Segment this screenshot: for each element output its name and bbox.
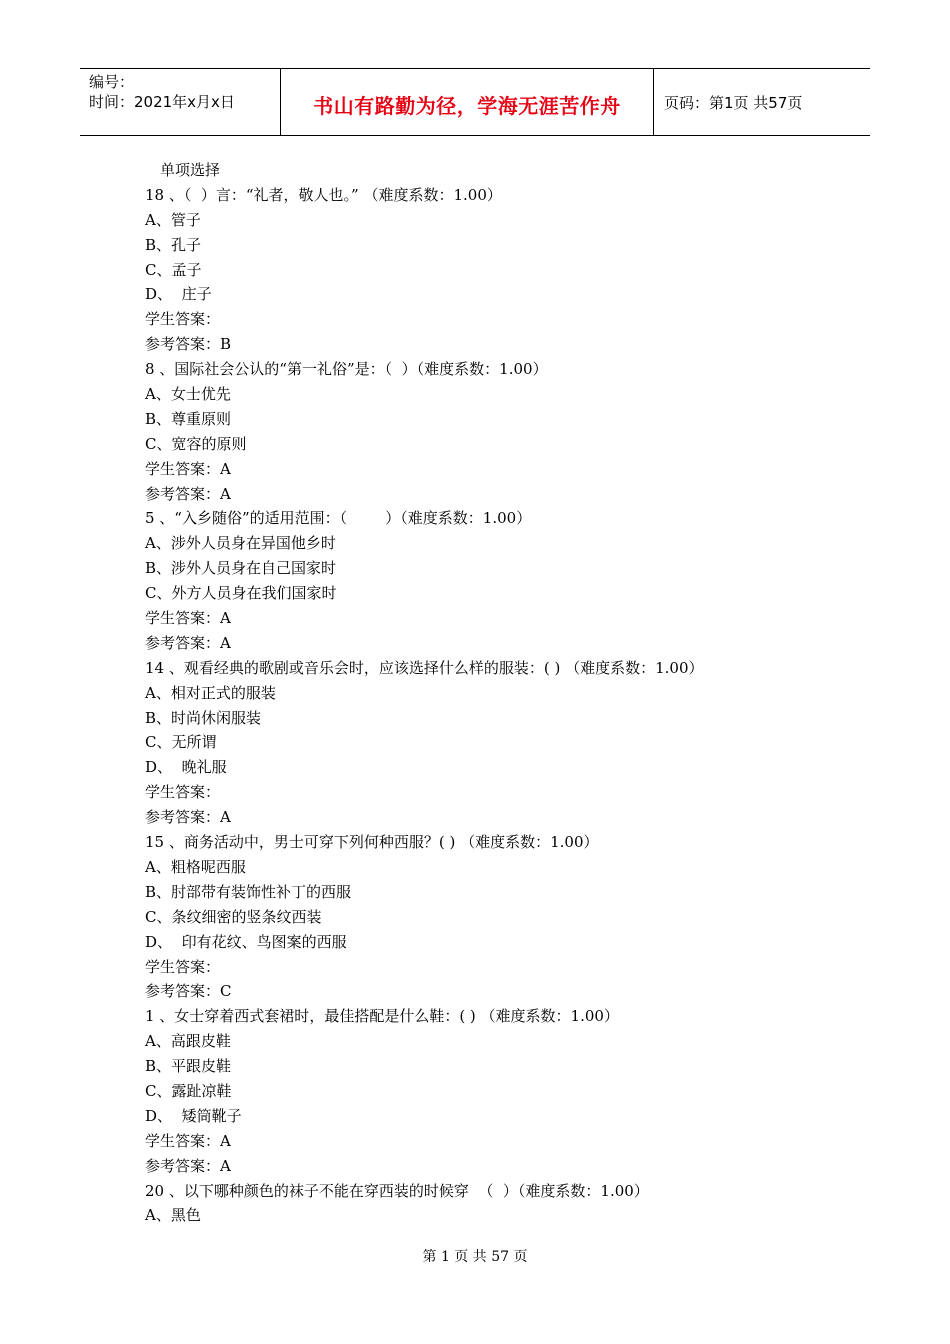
question-list xyxy=(145,183,845,1228)
text-line: 学生答案： xyxy=(145,310,221,329)
text-line: B、时尚休闲服装 xyxy=(145,708,262,727)
text-line: D、 庄子 xyxy=(145,285,212,304)
text-line: B、平跟皮鞋 xyxy=(145,1057,232,1076)
text-line: C、孟子 xyxy=(145,260,202,279)
text-line: 5 、“入乡随俗”的适用范围：（ ）（难度系数：1.00） xyxy=(145,509,532,528)
text-line: A、高跟皮鞋 xyxy=(145,1032,231,1051)
text-line: A、黑色 xyxy=(145,1206,201,1225)
text-line: A、粗格呢西服 xyxy=(145,857,246,876)
text-line: C、外方人员身在我们国家时 xyxy=(145,584,337,603)
text-line: A、相对正式的服装 xyxy=(145,683,276,702)
text-line: B、尊重原则 xyxy=(145,409,232,428)
text-line: 学生答案：A xyxy=(145,1131,231,1150)
text-line: 学生答案： xyxy=(145,957,221,976)
page-footer: 第 1 页 共 57 页 xyxy=(422,1249,528,1265)
text-line: 学生答案：A xyxy=(145,459,231,478)
text-line: 1 、女士穿着西式套裙时，最佳搭配是什么鞋：( ) （难度系数：1.00） xyxy=(145,1007,619,1026)
text-line: D、 矮筒靴子 xyxy=(145,1106,242,1125)
text-line: 20 、以下哪种颜色的袜子不能在穿西装的时候穿 （ ）（难度系数：1.00） xyxy=(145,1181,649,1200)
text-line: 参考答案：A xyxy=(145,808,231,827)
text-line: B、肘部带有装饰性补丁的西服 xyxy=(145,882,352,901)
text-line: 学生答案：A xyxy=(145,609,231,628)
text-line: 学生答案： xyxy=(145,783,221,802)
document-header xyxy=(80,68,870,136)
text-line: 参考答案：B xyxy=(145,335,232,354)
serial-number-label: 编号： xyxy=(89,73,135,91)
section-title: 单项选择 xyxy=(160,161,221,179)
text-line: A、涉外人员身在异国他乡时 xyxy=(145,534,336,553)
text-line: B、涉外人员身在自己国家时 xyxy=(145,559,337,578)
motto-text: 书山有路勤为径，学海无涯苦作舟 xyxy=(313,93,621,118)
text-line: C、无所谓 xyxy=(145,733,217,752)
text-line: 参考答案：C xyxy=(145,982,232,1001)
text-line: C、条纹细密的竖条纹西装 xyxy=(145,907,322,926)
header-motto-cell xyxy=(281,69,654,135)
text-line: A、女士优先 xyxy=(145,385,231,404)
header-meta-cell xyxy=(80,69,281,135)
date-label: 时间：2021年x月x日 xyxy=(89,93,235,111)
document-body xyxy=(145,158,845,1228)
text-line: 14 、观看经典的歌剧或音乐会时，应该选择什么样的服装：( ) （难度系数：1.00） xyxy=(145,658,704,677)
text-line: C、露趾凉鞋 xyxy=(145,1081,232,1100)
text-line: A、管子 xyxy=(145,210,201,229)
header-page-cell xyxy=(654,69,870,135)
text-line: C、宽容的原则 xyxy=(145,434,247,453)
text-line: 15 、商务活动中，男士可穿下列何种西服？( ) （难度系数：1.00） xyxy=(145,833,599,852)
text-line: 参考答案：A xyxy=(145,484,231,503)
text-line: 18 、（ ）言：“礼者，敬人也。” （难度系数：1.00） xyxy=(145,185,502,204)
page-info: 页码：第1页 共57页 xyxy=(664,93,803,112)
text-line: 参考答案：A xyxy=(145,1156,231,1175)
text-line: 参考答案：A xyxy=(145,633,231,652)
text-line: D、 印有花纹、鸟图案的西服 xyxy=(145,932,347,951)
text-line: D、 晚礼服 xyxy=(145,758,227,777)
text-line: 8 、国际社会公认的“第一礼俗”是：（ ）（难度系数：1.00） xyxy=(145,360,548,379)
text-line: B、孔子 xyxy=(145,235,202,254)
